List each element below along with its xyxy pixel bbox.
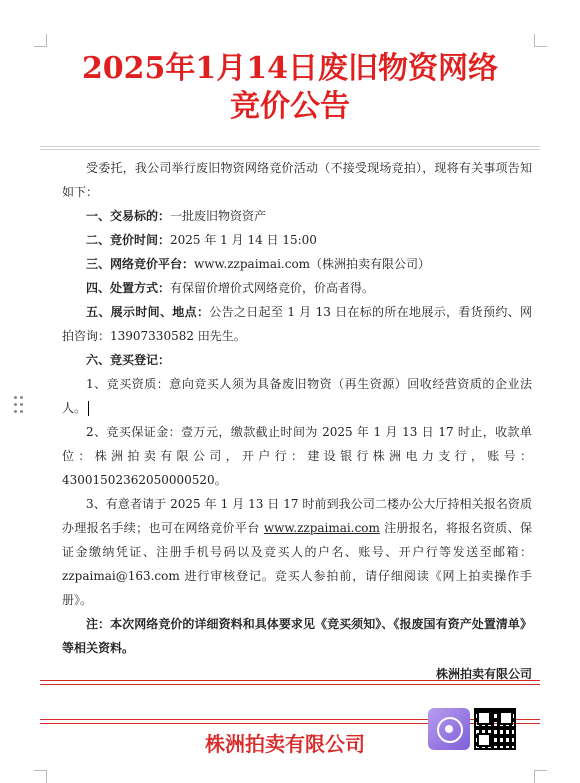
note-paragraph: 注：本次网络竞价的详细资料和具体要求见《竞买须知》、《报废国有资产处置清单》等相关资料。 — [62, 617, 532, 655]
text-cursor — [88, 401, 89, 416]
page-corner-mark-top-left — [34, 34, 47, 47]
qr-code-icon — [474, 708, 516, 750]
document-body[interactable] — [62, 156, 532, 686]
section-value: www.zzpaimai.com（株洲拍卖有限公司） — [194, 257, 431, 271]
registration-item-qualification — [62, 372, 532, 420]
section-label: 四、处置方式： — [86, 281, 171, 295]
registration-item-deposit: 2、竞买保证金：壹万元，缴款截止时间为 2025 年 1 月 13 日 17 时止，收款单位：株洲拍卖有限公司，开户行：建设银行株洲电力支行，账号：43001502362050000520。 — [62, 425, 532, 487]
section-label: 六、竞买登记： — [86, 353, 171, 367]
document-title — [40, 50, 540, 126]
footer-company-name: 株洲拍卖有限公司 — [205, 732, 365, 756]
company-logo-icon — [428, 708, 470, 750]
section-value: 一批废旧物资资产 — [170, 209, 267, 223]
intro-paragraph: 受委托，我公司举行废旧物资网络竞价活动（不接受现场竞拍），现将有关事项告知如下： — [62, 161, 532, 199]
section-value: 公告之日起至 1 月 13 日在标的所在地展示，看货预约、网拍咨询：13907330582 田先生。 — [62, 305, 532, 343]
footer-divider-upper — [40, 680, 540, 685]
signature-company: 株洲拍卖有限公司 — [435, 667, 532, 681]
page-corner-mark-top-right — [534, 34, 547, 47]
page-corner-mark-bottom-left — [34, 770, 47, 783]
section-label: 一、交易标的： — [86, 209, 171, 223]
section-bid-time — [62, 228, 532, 252]
title-line-1: 2025年1月14日废旧物资网络 — [81, 51, 499, 86]
registration-item-procedure — [62, 492, 532, 612]
section-label: 三、网络竞价平台： — [86, 257, 195, 271]
title-line-2: 竞价公告 — [230, 89, 350, 124]
section-platform — [62, 252, 532, 276]
drag-handle-icon[interactable] — [14, 396, 24, 416]
section-display-time-place — [62, 300, 532, 348]
platform-link[interactable]: www.zzpaimai.com — [263, 521, 380, 535]
item-text-part-2: 注册报名，将报名资质、保证金缴纳凭证、注册手机号码以及竞买人的户名、账号、开户行等发送至邮箱：zzpaimai@163.com 进行审核登记。竞买人参拍前，请仔细阅读《网上拍卖操作手册》。 — [62, 521, 532, 607]
section-registration — [62, 348, 532, 372]
section-label: 五、展示时间、地点： — [86, 305, 210, 319]
section-value: 2025 年 1 月 14 日 15:00 — [170, 233, 317, 247]
section-transaction-subject — [62, 204, 532, 228]
section-label: 二、竞价时间： — [86, 233, 171, 247]
item-text-part-1: 3、有意者请于 2025 年 1 月 13 日 17 时前到我公司二楼办公大厅持相关报名资质办理报名手续；也可在网络竞价平台 — [62, 497, 532, 535]
title-divider — [40, 146, 540, 150]
page-corner-mark-bottom-right — [534, 770, 547, 783]
item-text: 1、竞买资质：意向竞买人须为具备废旧物资（再生资源）回收经营资质的企业法人。 — [62, 377, 532, 415]
section-value: 有保留价增价式网络竞价，价高者得。 — [170, 281, 375, 295]
section-disposal-method — [62, 276, 532, 300]
